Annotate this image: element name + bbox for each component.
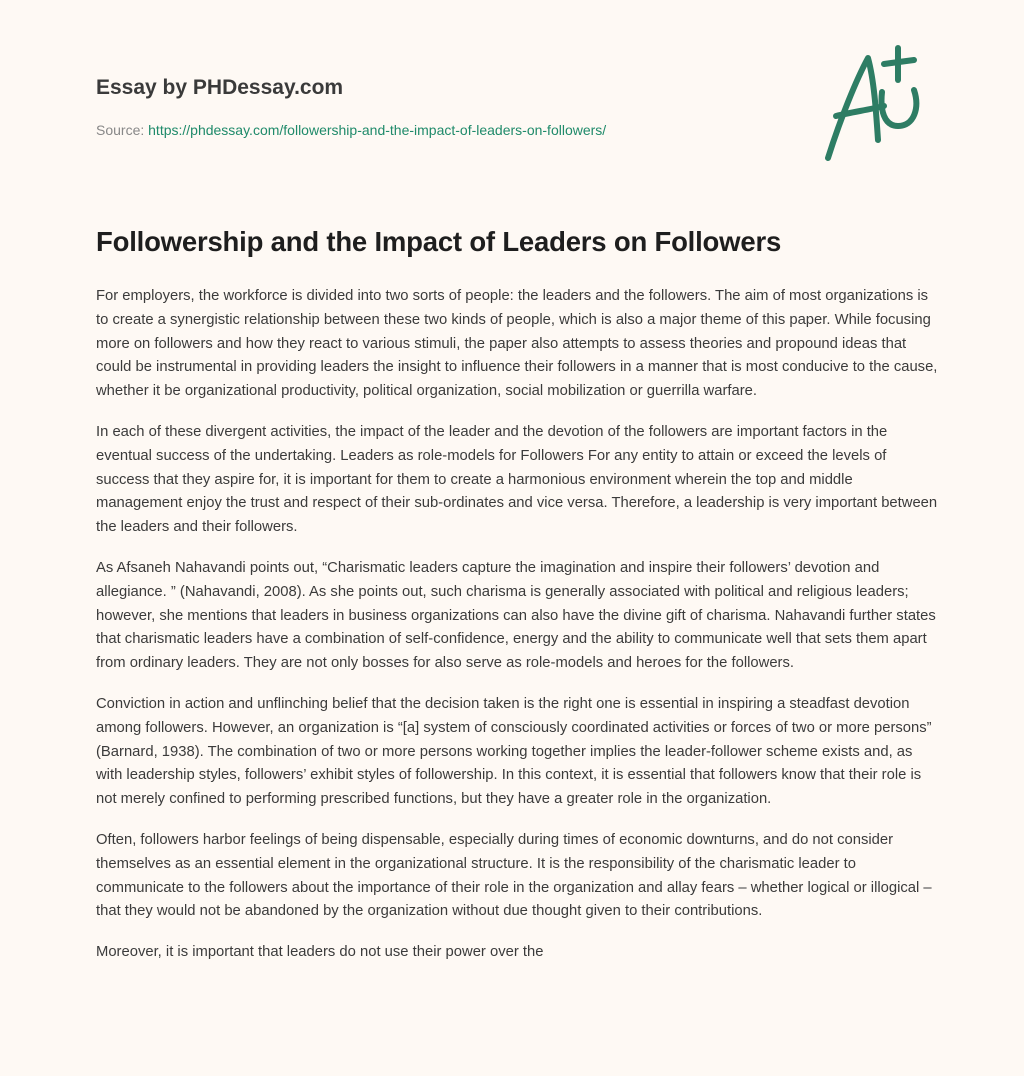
site-brand: Essay by PHDessay.com xyxy=(96,76,344,99)
paragraph: In each of these divergent activities, the impact of the leader and the devotion of the followers are important factors in the eventual success of the undertaking. Leaders as role-models for Followers For any entity to attain or exceed the levels of success that they aspire for, it is important for them to create a harmonious environment wherein the top and middle management enjoy the trust and respect of their sub-ordinates and vice versa. Therefore, a leadership is very important between the leaders and their followers. xyxy=(96,423,938,536)
paragraph: As Afsaneh Nahavandi points out, “Charismatic leaders capture the imagination and inspire their followers’ devotion and allegiance. ” (Nahavandi, 2008). As she points out, such charisma is generally associated with political and religious leaders; however, she mentions that leaders in business organizations can also have the divine gift of charisma. Nahavandi further states that charismatic leaders have a combination of self-confidence, energy and the ability to communicate well that sets them apart from ordinary leaders. They are not only bosses for also serve as role-models and heroes for the followers. xyxy=(96,559,936,672)
paragraph: For employers, the workforce is divided into two sorts of people: the leaders and the followers. The aim of most organizations is to create a synergistic relationship between these two kinds of people, which is also a major theme of this paper. While focusing more on followers and how they react to various stimuli, the paper also attempts to assess theories and propound ideas that could be instrumental in providing leaders the insight to influence their followers in a manner that is most conducive to the cause, whether it be organizational productivity, political organization, social mobilization or guerrilla warfare. xyxy=(96,288,938,400)
paragraph: Conviction in action and unflinching belief that the decision taken is the right one is essential in inspiring a steadfast devotion among followers. However, an organization is “[a] system of consciously coordinated activities or forces of two or more persons” (Barnard, 1938). The combination of two or more persons working together implies the leader-follower scheme exists and, as with leadership styles, followers’ exhibit styles of followership. In this context, it is essential that followers know that their role is not merely confined to performing prescribed functions, but they have a greater role in the organization. xyxy=(96,695,932,808)
paragraph: Moreover, it is important that leaders do not use their power over the xyxy=(96,944,544,961)
a-plus-logo-icon xyxy=(822,40,926,164)
source-link[interactable]: https://phdessay.com/followership-and-the-impact-of-leaders-on-followers/ xyxy=(148,122,607,138)
essay-body xyxy=(96,285,938,982)
source-line xyxy=(96,122,606,138)
header xyxy=(96,76,606,138)
source-label: Source: xyxy=(96,122,145,138)
essay-title: Followership and the Impact of Leaders on Followers xyxy=(96,226,782,257)
paragraph: Often, followers harbor feelings of being dispensable, especially during times of economic downturns, and do not consider themselves as an essential element in the organizational structure. It is the responsibility of the charismatic leader to communicate to the followers about the importance of their role in the organization and allay fears – whether logical or illogical – that they would not be abandoned by the organization without due thought given to their contributions. xyxy=(96,831,932,920)
